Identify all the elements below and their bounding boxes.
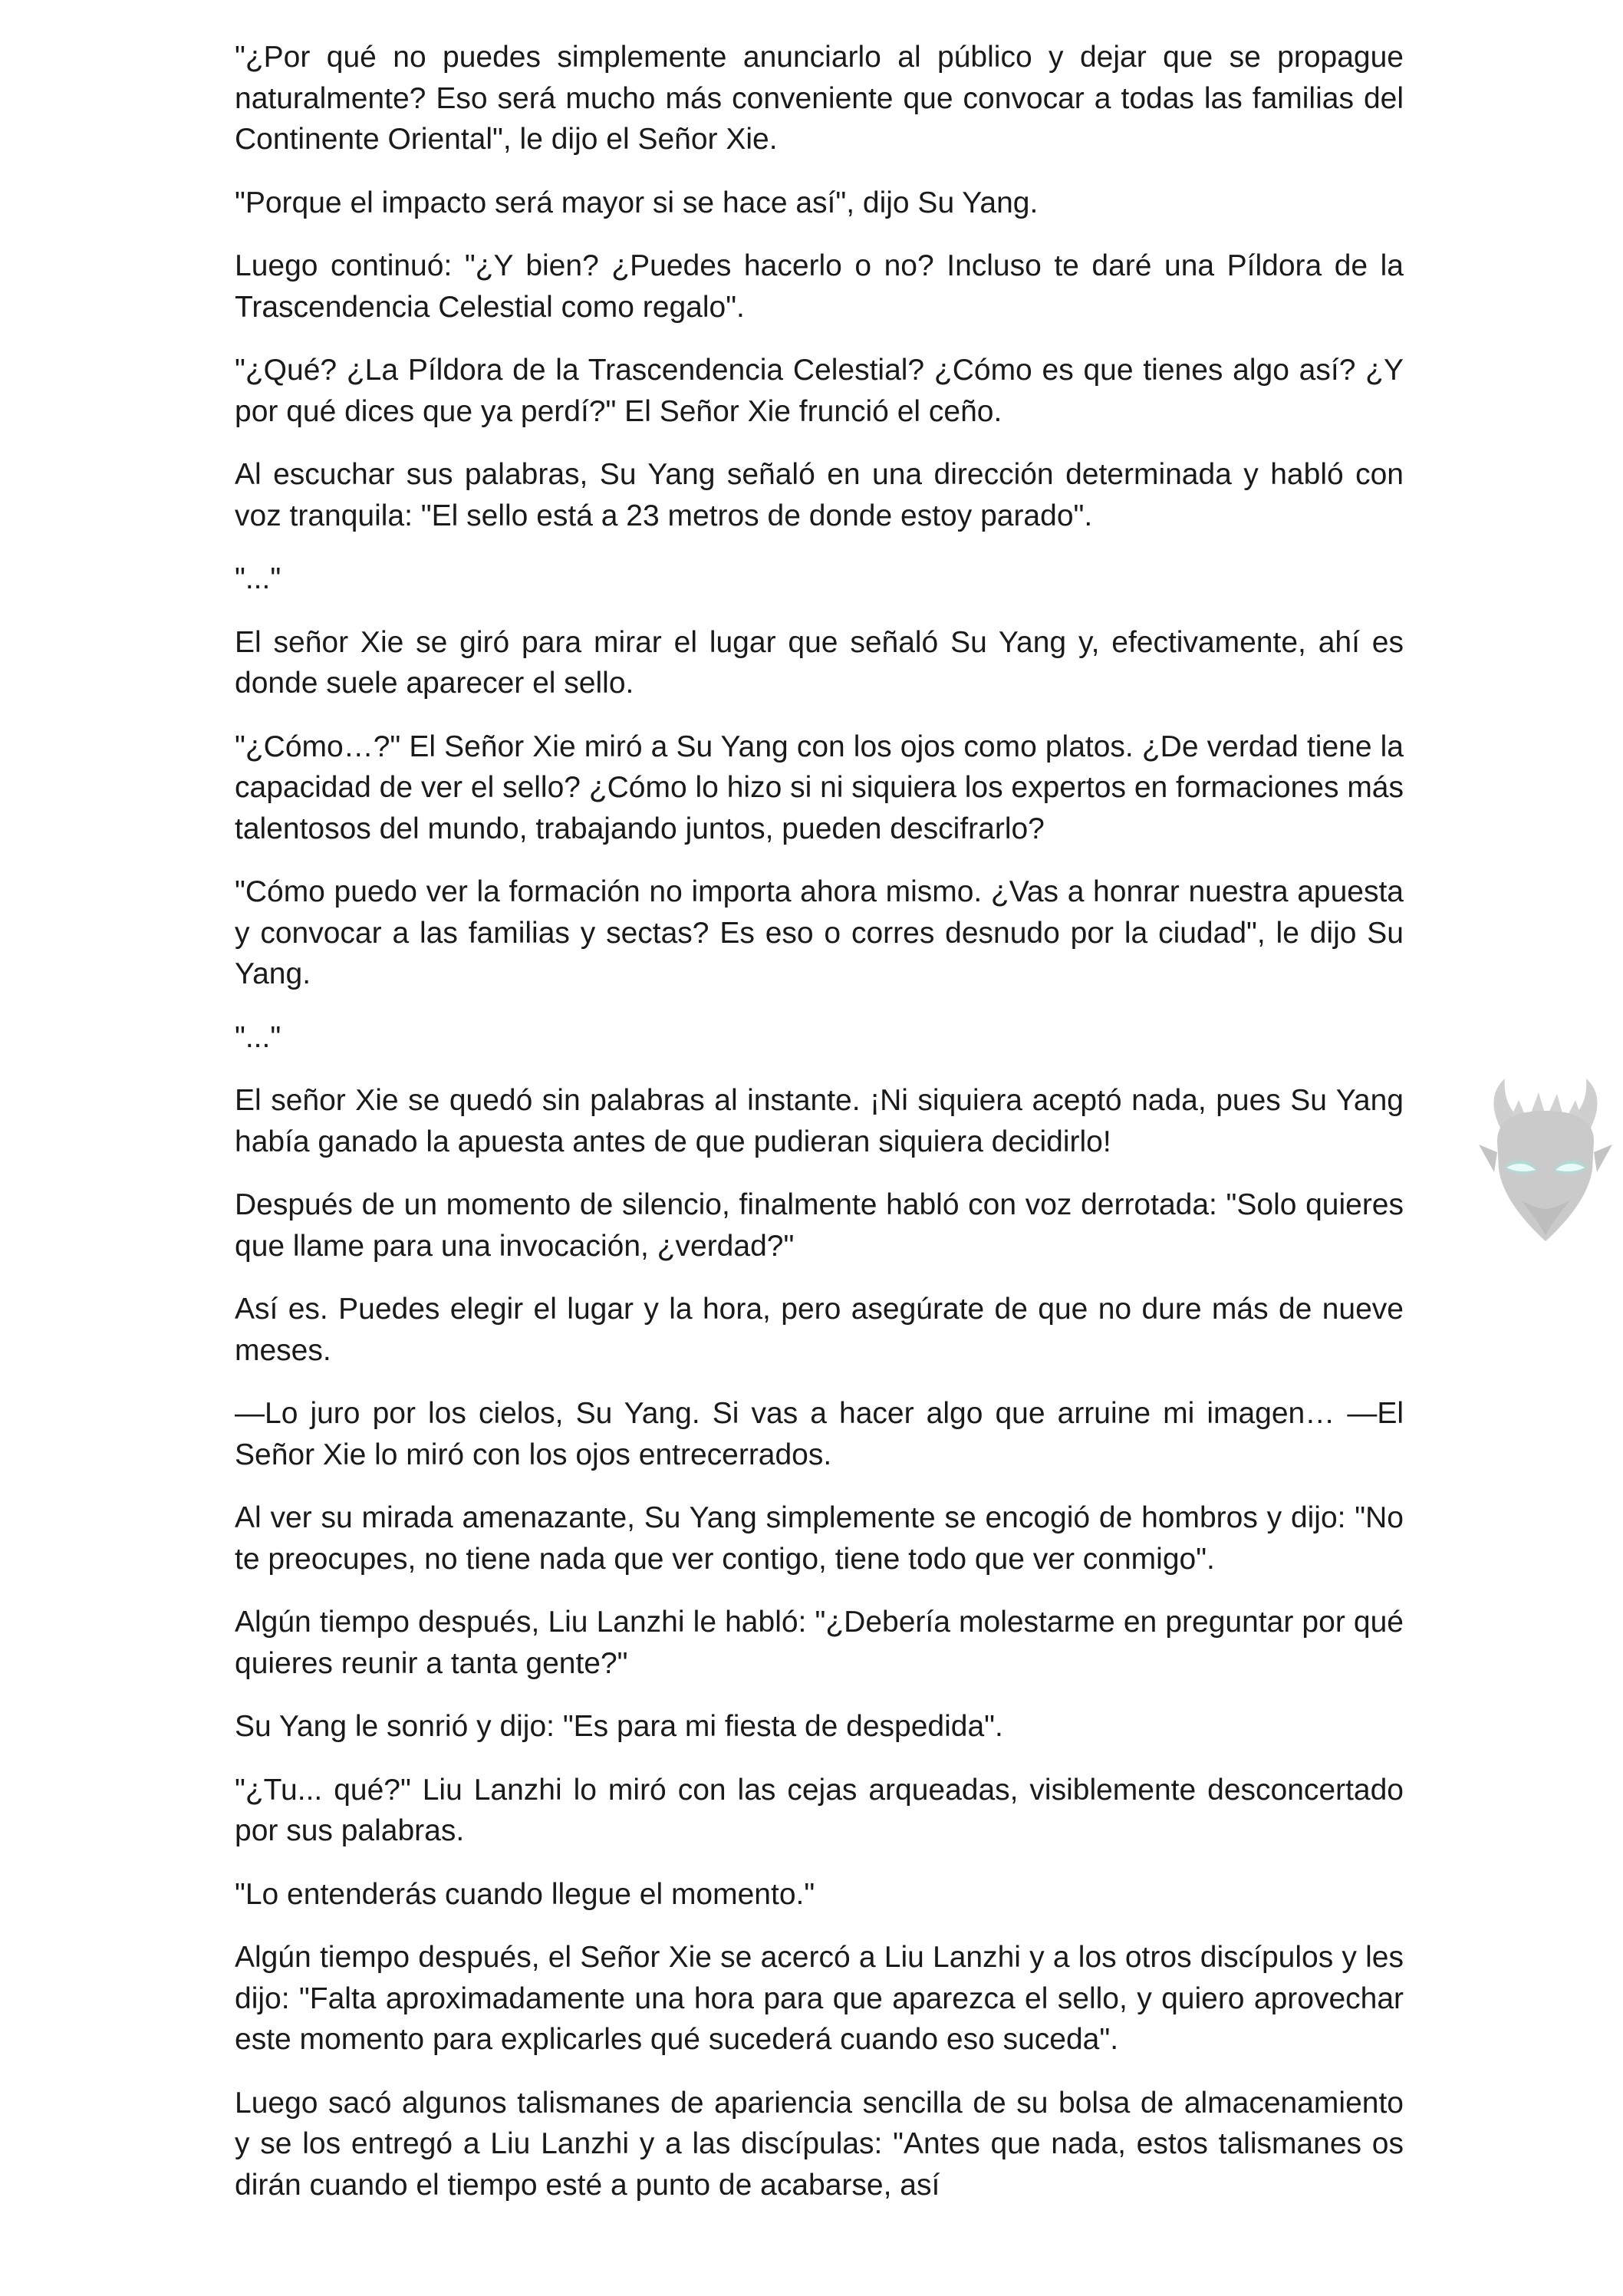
- paragraph: "Cómo puedo ver la formación no importa ahora mismo. ¿Vas a honrar nuestra apuesta y convocar a las familias y sectas? Es eso o corres desnudo por la ciudad", le dijo Su Yang.: [235, 875, 1404, 990]
- paragraph: Algún tiempo después, el Señor Xie se acercó a Liu Lanzhi y a los otros discípulos y les dijo: "Falta aproximadamente una hora para que aparezca el sello, y quiero aprovechar este momento para explicarles qué sucederá cuando eso suceda".: [235, 1941, 1404, 2056]
- paragraph: Al ver su mirada amenazante, Su Yang simplemente se encogió de hombros y dijo: "No te preocupes, no tiene nada que ver contigo, tiene todo que ver conmigo".: [235, 1501, 1404, 1576]
- paragraph: El señor Xie se quedó sin palabras al instante. ¡Ni siquiera aceptó nada, pues Su Yang había ganado la apuesta antes de que pudieran siquiera decidirlo!: [235, 1084, 1404, 1158]
- paragraph: Después de un momento de silencio, finalmente habló con voz derrotada: "Solo quieres que llame para una invocación, ¿verdad?": [235, 1188, 1404, 1263]
- paragraph: "...": [235, 1020, 281, 1054]
- paragraph: Al escuchar sus palabras, Su Yang señaló en una dirección determinada y habló con voz tranquila: "El sello está a 23 metros de donde estoy parado".: [235, 458, 1404, 532]
- paragraph: Su Yang le sonrió y dijo: "Es para mi fiesta de despedida".: [235, 1710, 1003, 1743]
- paragraph: "¿Tu... qué?" Liu Lanzhi lo miró con las cejas arqueadas, visiblemente desconcertado por sus palabras.: [235, 1773, 1404, 1847]
- paragraph: "¿Qué? ¿La Píldora de la Trascendencia Celestial? ¿Cómo es que tienes algo así? ¿Y por qué dices que ya perdí?" El Señor Xie frunció el ceño.: [235, 354, 1404, 428]
- paragraph: Luego sacó algunos talismanes de apariencia sencilla de su bolsa de almacenamiento y se los entregó a Liu Lanzhi y a las discípulas: "Antes que nada, estos talismanes os dirán cuando el tiempo esté a punto de acabarse, así: [235, 2086, 1404, 2202]
- demon-head-icon: [1474, 1077, 1617, 1244]
- paragraph: "Porque el impacto será mayor si se hace así", dijo Su Yang.: [235, 186, 1039, 219]
- document-body: [235, 37, 1404, 2228]
- paragraph: El señor Xie se giró para mirar el lugar que señaló Su Yang y, efectivamente, ahí es donde suele aparecer el sello.: [235, 625, 1404, 700]
- paragraph: "...": [235, 562, 281, 595]
- paragraph: "¿Cómo…?" El Señor Xie miró a Su Yang con los ojos como platos. ¿De verdad tiene la capacidad de ver el sello? ¿Cómo lo hizo si ni siquiera los expertos en formaciones más talentosos del mundo, trabajando juntos, pueden descifrarlo?: [235, 730, 1404, 845]
- paragraph: "¿Por qué no puedes simplemente anunciarlo al público y dejar que se propague naturalmente? Eso será mucho más conveniente que convocar a todas las familias del Continente Oriental", le dijo el Señor Xie.: [235, 41, 1404, 156]
- paragraph: —Lo juro por los cielos, Su Yang. Si vas a hacer algo que arruine mi imagen… —El Señor Xie lo miró con los ojos entrecerrados.: [235, 1397, 1404, 1471]
- paragraph: Algún tiempo después, Liu Lanzhi le habló: "¿Debería molestarme en preguntar por qué quieres reunir a tanta gente?": [235, 1606, 1404, 1680]
- watermark-demon-head-icon: [1474, 1077, 1617, 1244]
- paragraph: Luego continuó: "¿Y bien? ¿Puedes hacerlo o no? Incluso te daré una Píldora de la Trascendencia Celestial como regalo".: [235, 249, 1404, 324]
- paragraph: Así es. Puedes elegir el lugar y la hora, pero asegúrate de que no dure más de nueve meses.: [235, 1293, 1404, 1367]
- paragraph: "Lo entenderás cuando llegue el momento.": [235, 1877, 815, 1911]
